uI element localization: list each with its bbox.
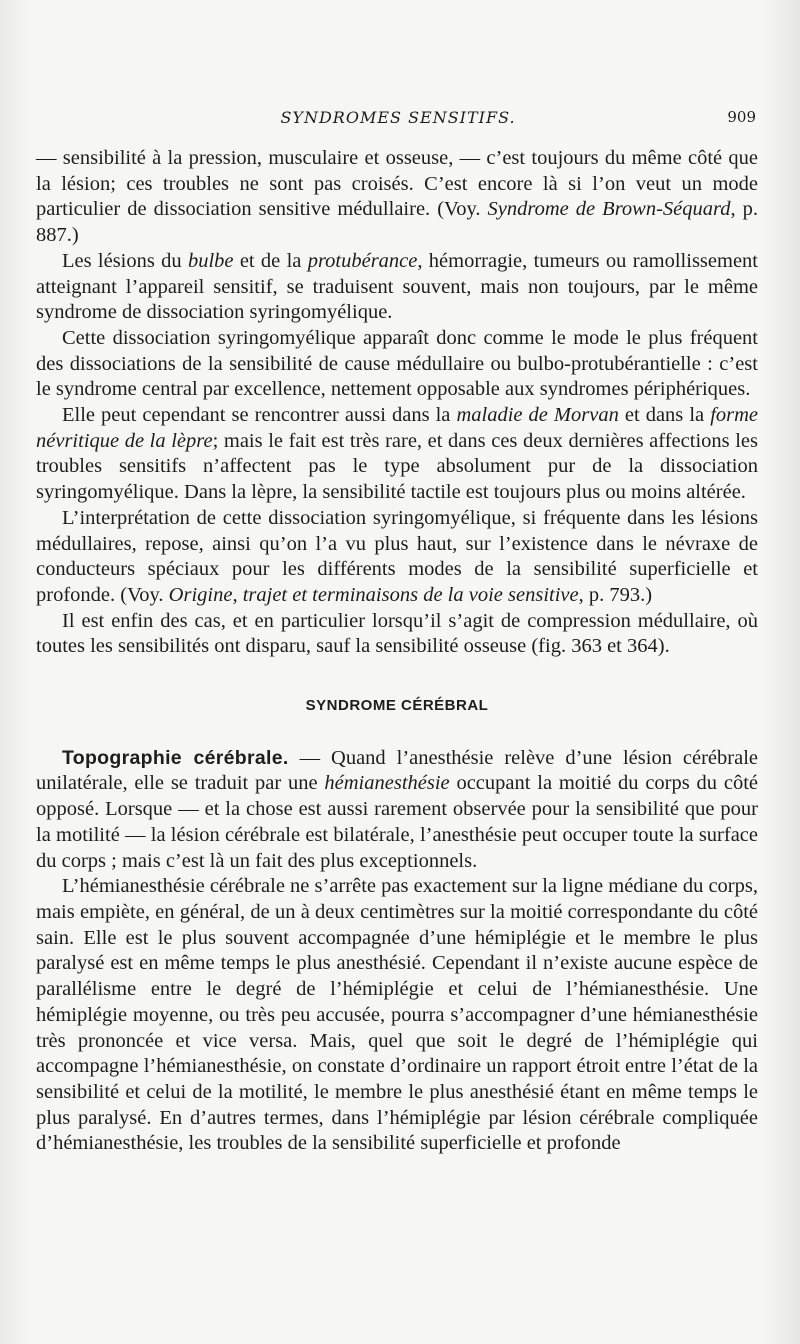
paragraph-7 bbox=[36, 746, 758, 875]
paragraph-4-italic-lepre: forme névritique de la lèpre bbox=[36, 404, 759, 452]
section-heading: SYNDROME CÉRÉBRAL bbox=[305, 697, 489, 715]
paragraph-1-text: — sensibilité à la pression, musculaire et osseuse, — c’est toujours du même côté que la lésion; ces troubles ne sont pas croisés. C’est encore là si l’on veut un mode particulier de dissociation sensitive médullaire. (Voy. bbox=[36, 147, 758, 221]
body-text bbox=[36, 146, 758, 1157]
paragraph-2-text: Les lésions du bbox=[62, 249, 188, 272]
paragraph-5 bbox=[36, 506, 758, 609]
page-number: 909 bbox=[727, 108, 756, 126]
paragraph-2 bbox=[36, 249, 758, 326]
running-head bbox=[40, 108, 756, 132]
paragraph-5-text-end: , p. 793.) bbox=[578, 583, 653, 606]
paragraph-6: Il est enfin des cas, et en particulier lorsqu’il s’agit de compression médullaire, où toutes les sensibilités ont disparu, sauf la sensibilité osseuse (fig. 363 et 364). bbox=[36, 609, 758, 658]
paragraph-4 bbox=[36, 403, 758, 506]
paragraph-1 bbox=[36, 146, 758, 249]
paragraph-4-italic-morvan: maladie de Morvan bbox=[456, 404, 619, 427]
paragraph-1-italic: Syndrome de Brown-Séquard bbox=[487, 198, 731, 221]
run-in-heading: Topographie cérébrale. bbox=[62, 746, 289, 769]
paragraph-2-italic-protuberance: protubérance bbox=[307, 249, 418, 272]
paragraph-7-text: — Quand l’anesthésie relève d’une lésion cérébrale unilatérale, elle se traduit par une bbox=[36, 746, 758, 795]
paragraph-4-text-mid: et dans la bbox=[618, 404, 711, 427]
paragraph-4-text: Elle peut cependant se rencontrer aussi dans la bbox=[62, 404, 457, 427]
paragraph-8: L’hémianesthésie cérébrale ne s’arrête pas exactement sur la ligne médiane du corps, mais empiète, en général, de un à deux centimètres sur la moitié correspondante du côté sain. Elle est le plus souvent accompagnée d’une hémiplégie et le membre le plus paralysé est en même temps le plus anesthésié. Cependant il n’existe aucune espèce de parallélisme entre le degré de l’hémiplégie et celui de l’hémianesthésie. Une hémiplégie moyenne, ou très peu accusée, pourra s’accompagner d’une hémianesthésie très prononcée et vice versa. Mais, quel que soit le degré de l’hémiplégie qui accompagne l’hémianesthésie, on constate d’ordinaire un rapport étroit entre l’état de la sensibilité et celui de la motilité, le membre le plus anesthésié étant en même temps le plus paralysé. En d’autres termes, dans l’hémiplégie par lésion cérébrale compliquée d’hémianesthésie, les troubles de la sensibilité superficielle et profonde bbox=[36, 875, 758, 1155]
paragraph-2-text-mid: et de la bbox=[233, 249, 308, 272]
paragraph-2-italic-bulbe: bulbe bbox=[187, 249, 234, 272]
paragraph-7-italic: hémianesthésie bbox=[324, 772, 450, 795]
running-title: SYNDROMES SENSITIFS. bbox=[280, 108, 516, 127]
paragraph-7-text-end: occupant la moitié du corps du côté opposé. Lorsque — et la chose est aussi rarement observée pour la sensibilité que pour la motilité — la lésion cérébrale est bilatérale, l’anesthésie peut occuper toute la surface du corps ; mais c’est là un fait des plus exceptionnels. bbox=[36, 772, 758, 872]
paragraph-5-italic: Origine, trajet et terminaisons de la voie sensitive bbox=[168, 583, 579, 606]
paragraph-5-text: L’interprétation de cette dissociation syringomyélique, si fréquente dans les lésions médullaires, repose, ainsi qu’on l’a vu plus haut, sur l’existence dans le névraxe de conducteurs spéciaux pour les différents modes de la sensibilité superficielle et profonde. (Voy. bbox=[36, 506, 758, 606]
paragraph-2-text-end: , hémorragie, tumeurs ou ramollissement atteignant l’appareil sensitif, se traduisent souvent, mais non toujours, par le même syndrome de dissociation syringomyélique. bbox=[36, 249, 758, 324]
paragraph-3: Cette dissociation syringomyélique apparaît donc comme le mode le plus fréquent des dissociations de la sensibilité de cause médullaire ou bulbo-protubérantielle : c’est le syndrome central par excellence, nettement opposable aux syndromes périphériques. bbox=[36, 326, 758, 401]
paragraph-4-text-end: ; mais le fait est très rare, et dans ces deux dernières affections les troubles sensitifs n’affectent pas le type absolument pur de la dissociation syringomyélique. Dans la lèpre, la sensibilité tactile est toujours plus ou moins altérée. bbox=[36, 429, 758, 504]
paragraph-1-text-end: , p. 887.) bbox=[36, 198, 759, 247]
